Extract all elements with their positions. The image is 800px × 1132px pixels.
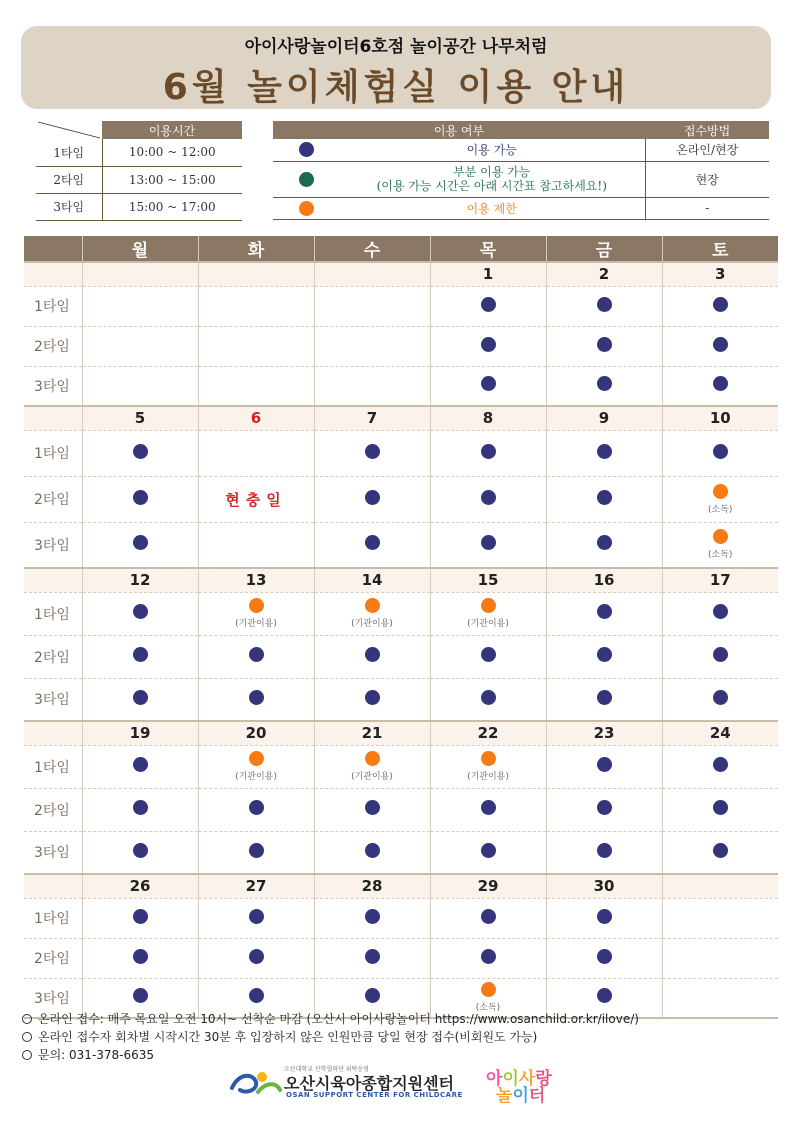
available-dot-icon (365, 800, 380, 815)
title-banner (21, 26, 771, 109)
slot-cell (198, 898, 314, 938)
slot-cell (314, 898, 430, 938)
slot-cell (314, 938, 430, 978)
osan-center-mark-icon (228, 1068, 282, 1098)
time-slot-row (24, 326, 778, 366)
available-dot-icon (365, 909, 380, 924)
slot-cell (314, 635, 430, 678)
available-dot-icon (133, 604, 148, 619)
note-text: 온라인 접수자 회차별 시작시간 30분 후 입장하지 않은 인원만큼 당일 현장 접수(비회원도 가능) (38, 1030, 538, 1044)
slot-label: 1타임 (24, 592, 82, 635)
date-cell: 30 (546, 874, 662, 898)
date-cell (314, 262, 430, 286)
date-cell: 14 (314, 568, 430, 592)
slot-cell (314, 476, 430, 522)
slot-cell (662, 938, 778, 978)
time-table-header: 이용시간 (102, 121, 242, 139)
date-cell: 6 (198, 406, 314, 430)
legend-available-label: 이용 가능 (466, 143, 517, 158)
weekday-header: 화 (198, 236, 314, 262)
date-row-corner (24, 406, 82, 430)
weekday-header: 토 (662, 236, 778, 262)
slot-cell (314, 522, 430, 568)
time-table (36, 121, 242, 221)
restricted-dot-icon (249, 751, 264, 766)
available-dot-icon (133, 757, 148, 772)
date-cell: 3 (662, 262, 778, 286)
slot-label: 2타임 (24, 788, 82, 831)
available-dot-icon (481, 647, 496, 662)
time-slot-row (24, 522, 778, 568)
date-row (24, 262, 778, 286)
legend-table (273, 121, 769, 220)
slot-cell (82, 635, 198, 678)
restriction-note: (소독) (475, 1003, 501, 1014)
slot-cell (82, 745, 198, 788)
slot-label: 2타임 (24, 326, 82, 366)
slot-cell (662, 898, 778, 938)
legend-restricted-method: - (645, 197, 769, 219)
slot-cell (198, 635, 314, 678)
orange-dot-icon (299, 201, 314, 216)
slot-cell (198, 745, 314, 788)
legend-row-restricted (273, 197, 769, 219)
slot-cell (314, 831, 430, 874)
available-dot-icon (597, 376, 612, 391)
date-row (24, 568, 778, 592)
weekday-header: 금 (546, 236, 662, 262)
available-dot-icon (481, 535, 496, 550)
restriction-note: (기관이용) (235, 619, 277, 629)
time-slot-row (24, 788, 778, 831)
available-dot-icon (249, 909, 264, 924)
available-dot-icon (713, 604, 728, 619)
available-dot-icon (133, 843, 148, 858)
time-row (36, 193, 242, 220)
available-dot-icon (597, 490, 612, 505)
weekday-header: 목 (430, 236, 546, 262)
date-cell: 27 (198, 874, 314, 898)
available-dot-icon (713, 690, 728, 705)
restricted-dot-icon (365, 598, 380, 613)
brand-line2: 놀이터 (496, 1086, 546, 1106)
available-dot-icon (133, 490, 148, 505)
available-dot-icon (365, 988, 380, 1003)
date-row (24, 721, 778, 745)
restriction-note: (기관이용) (351, 772, 393, 782)
slot-cell (198, 366, 314, 406)
slot-cell (314, 678, 430, 721)
slot-cell (198, 286, 314, 326)
date-cell: 8 (430, 406, 546, 430)
slot-cell (430, 831, 546, 874)
available-dot-icon (597, 337, 612, 352)
restricted-dot-icon (713, 484, 728, 499)
slot-cell (198, 522, 314, 568)
slot-cell (430, 745, 546, 788)
slot-cell (546, 745, 662, 788)
available-dot-icon (597, 647, 612, 662)
center-name: 오산시육아종합지원센터 (284, 1074, 455, 1093)
calendar-table (24, 236, 778, 1019)
available-dot-icon (481, 490, 496, 505)
slot-cell (546, 366, 662, 406)
date-cell: 2 (546, 262, 662, 286)
time-row (36, 139, 242, 166)
slot-cell (198, 938, 314, 978)
circle-bullet-icon (22, 1032, 32, 1042)
date-cell (198, 262, 314, 286)
slot-cell (430, 898, 546, 938)
time-range: 15:00 ~ 17:00 (102, 193, 242, 220)
time-slot-row (24, 635, 778, 678)
page-title: 6월 놀이체험실 이용 안내 (162, 67, 630, 108)
slot-cell (82, 678, 198, 721)
legend-partial-method: 현장 (645, 161, 769, 197)
slot-cell (82, 788, 198, 831)
slot-cell (314, 788, 430, 831)
slot-cell (314, 286, 430, 326)
available-dot-icon (365, 647, 380, 662)
slot-cell (662, 430, 778, 476)
available-dot-icon (249, 988, 264, 1003)
note-item (22, 1028, 782, 1046)
slot-label: 3타임 (24, 678, 82, 721)
restricted-dot-icon (249, 598, 264, 613)
date-cell: 12 (82, 568, 198, 592)
slot-cell (314, 745, 430, 788)
slot-cell (430, 366, 546, 406)
date-cell: 15 (430, 568, 546, 592)
slot-cell (546, 430, 662, 476)
slot-cell (546, 678, 662, 721)
legend-row-available (273, 139, 769, 161)
available-dot-icon (481, 337, 496, 352)
available-dot-icon (597, 843, 612, 858)
date-cell: 26 (82, 874, 198, 898)
slot-label: 1타임 (24, 286, 82, 326)
slot-cell (430, 476, 546, 522)
note-text: 문의: 031-378-6635 (38, 1048, 155, 1062)
available-dot-icon (249, 647, 264, 662)
date-row (24, 406, 778, 430)
available-dot-icon (365, 535, 380, 550)
legend-partial-sub: (이용 가능 시간은 아래 시간표 참고하세요!) (376, 179, 607, 193)
available-dot-icon (481, 843, 496, 858)
available-dot-icon (481, 297, 496, 312)
slot-cell (662, 522, 778, 568)
holiday-label: 현충일 (225, 490, 287, 509)
slot-cell (546, 898, 662, 938)
legend-restricted-label: 이용 제한 (466, 201, 517, 216)
date-cell (662, 874, 778, 898)
slot-cell (82, 286, 198, 326)
restriction-note: (기관이용) (235, 772, 277, 782)
date-cell: 5 (82, 406, 198, 430)
slot-cell (198, 678, 314, 721)
restricted-dot-icon (481, 982, 496, 997)
date-row-corner (24, 721, 82, 745)
slot-cell (546, 635, 662, 678)
date-cell: 16 (546, 568, 662, 592)
date-cell: 9 (546, 406, 662, 430)
note-text: 온라인 접수: 매주 목요일 오전 10시~ 선착순 마감 (오산시 아이사랑놀이터 https://www.osanchild.or.kr/ilove/) (38, 1012, 639, 1026)
time-slot-row (24, 430, 778, 476)
legend-available-method: 온라인/현장 (645, 139, 769, 161)
restriction-note: (기관이용) (467, 772, 509, 782)
slot-cell (198, 831, 314, 874)
slot-cell (82, 326, 198, 366)
slot-label: 2타임 (24, 635, 82, 678)
slot-cell (662, 326, 778, 366)
time-table-corner (36, 121, 102, 139)
note-item (22, 1046, 782, 1064)
slot-cell (430, 678, 546, 721)
available-dot-icon (249, 800, 264, 815)
time-slot-row (24, 286, 778, 326)
slot-cell (198, 326, 314, 366)
green-dot-icon (299, 172, 314, 187)
slot-cell (662, 678, 778, 721)
slot-cell (546, 592, 662, 635)
slot-cell (82, 366, 198, 406)
slot-label: 1타임 (24, 745, 82, 788)
time-slot-row (24, 745, 778, 788)
date-cell: 29 (430, 874, 546, 898)
slot-cell (314, 366, 430, 406)
slot-cell (314, 592, 430, 635)
available-dot-icon (713, 444, 728, 459)
slot-cell (198, 430, 314, 476)
weekday-header: 수 (314, 236, 430, 262)
time-slot-row (24, 592, 778, 635)
date-cell: 24 (662, 721, 778, 745)
slot-cell (430, 592, 546, 635)
osan-center-logo (228, 1064, 472, 1102)
slot-cell (82, 476, 198, 522)
time-slot-row (24, 898, 778, 938)
circle-bullet-icon (22, 1014, 32, 1024)
date-cell: 20 (198, 721, 314, 745)
center-tagline: 오산대학교 산학협력단 위탁운영 (284, 1066, 369, 1073)
available-dot-icon (133, 647, 148, 662)
available-dot-icon (597, 535, 612, 550)
slot-cell (430, 522, 546, 568)
slot-cell (198, 788, 314, 831)
brand-line1: 아이사랑 (486, 1069, 552, 1089)
available-dot-icon (249, 949, 264, 964)
slot-label: 2타임 (24, 476, 82, 522)
date-cell: 1 (430, 262, 546, 286)
slot-cell (546, 938, 662, 978)
available-dot-icon (365, 444, 380, 459)
slot-label: 3타임 (24, 831, 82, 874)
available-dot-icon (481, 909, 496, 924)
slot-cell (82, 938, 198, 978)
slot-cell (546, 831, 662, 874)
available-dot-icon (597, 757, 612, 772)
date-cell: 23 (546, 721, 662, 745)
available-dot-icon (597, 297, 612, 312)
ailove-playground-logo (486, 1064, 582, 1104)
slot-label: 1타임 (24, 430, 82, 476)
restriction-note: (소독) (708, 550, 733, 561)
slot-cell (430, 286, 546, 326)
time-type: 1타임 (36, 139, 102, 166)
date-row-corner (24, 874, 82, 898)
legend-row-partial (273, 161, 769, 197)
slot-cell (662, 788, 778, 831)
available-dot-icon (481, 690, 496, 705)
note-item (22, 1010, 782, 1028)
slot-cell (430, 938, 546, 978)
available-dot-icon (133, 988, 148, 1003)
restriction-note: (기관이용) (351, 619, 393, 629)
available-dot-icon (365, 949, 380, 964)
navy-dot-icon (299, 142, 314, 157)
available-dot-icon (713, 843, 728, 858)
restricted-dot-icon (365, 751, 380, 766)
time-type: 2타임 (36, 166, 102, 193)
slot-cell (430, 430, 546, 476)
available-dot-icon (365, 490, 380, 505)
date-row (24, 874, 778, 898)
slot-cell (662, 366, 778, 406)
available-dot-icon (713, 800, 728, 815)
circle-bullet-icon (22, 1050, 32, 1060)
available-dot-icon (133, 444, 148, 459)
date-cell: 28 (314, 874, 430, 898)
slot-cell (82, 592, 198, 635)
date-cell: 7 (314, 406, 430, 430)
restricted-dot-icon (713, 529, 728, 544)
date-cell: 21 (314, 721, 430, 745)
holiday-cell (198, 476, 314, 522)
available-dot-icon (365, 843, 380, 858)
available-dot-icon (133, 690, 148, 705)
page-subtitle: 아이사랑놀이터6호점 놀이공간 나무처럼 (244, 37, 548, 57)
time-row (36, 166, 242, 193)
slot-cell (430, 788, 546, 831)
slot-label: 3타임 (24, 978, 82, 1018)
time-range: 13:00 ~ 15:00 (102, 166, 242, 193)
legend-header-usage: 이용 여부 (273, 121, 645, 139)
date-row-corner (24, 262, 82, 286)
slot-cell (430, 326, 546, 366)
slot-cell (546, 476, 662, 522)
available-dot-icon (597, 690, 612, 705)
slot-cell (546, 522, 662, 568)
slot-cell (662, 592, 778, 635)
slot-label: 1타임 (24, 898, 82, 938)
date-cell: 22 (430, 721, 546, 745)
time-slot-row (24, 366, 778, 406)
available-dot-icon (597, 909, 612, 924)
center-name-en: OSAN SUPPORT CENTER FOR CHILDCARE (286, 1091, 463, 1099)
slot-cell (314, 430, 430, 476)
weekday-header-row (24, 236, 778, 262)
available-dot-icon (481, 376, 496, 391)
slot-cell (314, 326, 430, 366)
date-cell: 13 (198, 568, 314, 592)
available-dot-icon (713, 297, 728, 312)
slot-label: 2타임 (24, 938, 82, 978)
available-dot-icon (713, 647, 728, 662)
restricted-dot-icon (481, 598, 496, 613)
available-dot-icon (597, 949, 612, 964)
time-range: 10:00 ~ 12:00 (102, 139, 242, 166)
slot-label: 3타임 (24, 366, 82, 406)
restricted-dot-icon (481, 751, 496, 766)
date-cell: 10 (662, 406, 778, 430)
available-dot-icon (249, 843, 264, 858)
slot-cell (430, 635, 546, 678)
time-slot-row (24, 678, 778, 721)
slot-cell (662, 476, 778, 522)
slot-cell (546, 326, 662, 366)
time-type: 3타임 (36, 193, 102, 220)
slot-cell (82, 898, 198, 938)
available-dot-icon (249, 690, 264, 705)
available-dot-icon (713, 337, 728, 352)
available-dot-icon (481, 800, 496, 815)
notes-section (22, 1010, 782, 1064)
available-dot-icon (597, 988, 612, 1003)
slot-label: 3타임 (24, 522, 82, 568)
date-cell: 17 (662, 568, 778, 592)
slot-cell (82, 522, 198, 568)
available-dot-icon (133, 909, 148, 924)
restriction-note: (기관이용) (467, 619, 509, 629)
available-dot-icon (133, 800, 148, 815)
slot-cell (82, 430, 198, 476)
weekday-header: 월 (82, 236, 198, 262)
available-dot-icon (481, 444, 496, 459)
legend-header-method: 접수방법 (645, 121, 769, 139)
date-row-corner (24, 568, 82, 592)
available-dot-icon (597, 800, 612, 815)
time-slot-row (24, 831, 778, 874)
available-dot-icon (133, 949, 148, 964)
slot-cell (546, 788, 662, 831)
weekday-corner (24, 236, 82, 262)
date-cell (82, 262, 198, 286)
available-dot-icon (713, 757, 728, 772)
restriction-note: (소독) (708, 504, 733, 515)
time-slot-row (24, 476, 778, 522)
date-cell: 19 (82, 721, 198, 745)
slot-cell (662, 745, 778, 788)
slot-cell (82, 831, 198, 874)
available-dot-icon (365, 690, 380, 705)
available-dot-icon (133, 535, 148, 550)
slot-cell (546, 286, 662, 326)
available-dot-icon (597, 604, 612, 619)
available-dot-icon (597, 444, 612, 459)
slot-cell (662, 286, 778, 326)
available-dot-icon (713, 376, 728, 391)
available-dot-icon (481, 949, 496, 964)
slot-cell (198, 592, 314, 635)
slot-cell (662, 831, 778, 874)
legend-partial-label: 부분 이용 가능 (453, 165, 531, 179)
diagonal-line (36, 121, 102, 139)
time-slot-row (24, 938, 778, 978)
slot-cell (662, 635, 778, 678)
